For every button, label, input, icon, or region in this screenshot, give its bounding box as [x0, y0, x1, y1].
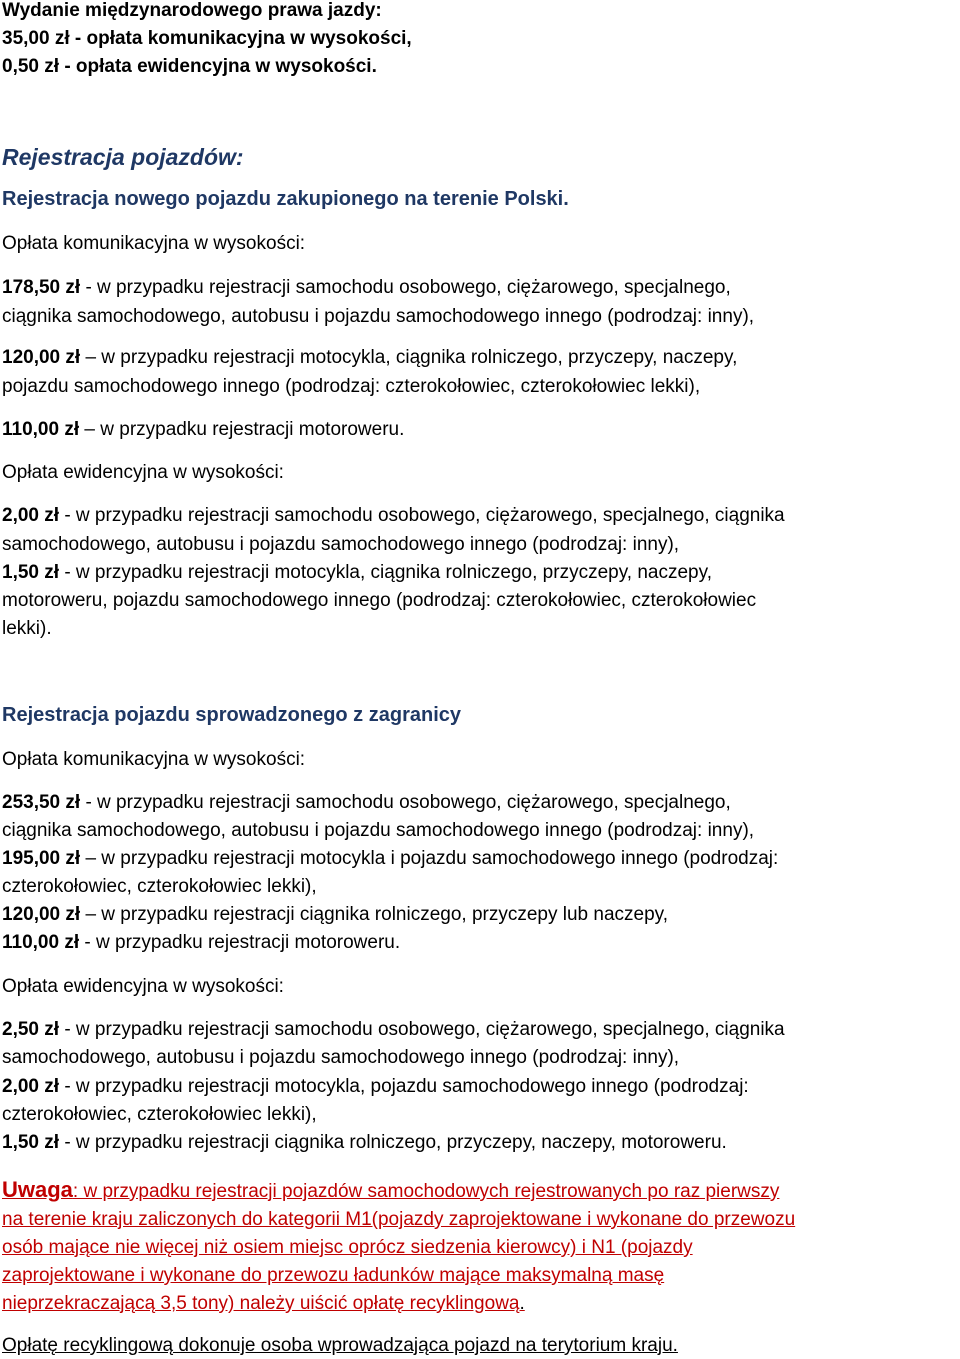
- fee-text: - w przypadku rejestracji samochodu osobowego, ciężarowego, specjalnego,: [80, 277, 731, 298]
- fee-amount: 1,50 zł: [2, 562, 60, 583]
- fee-text: - w przypadku rejestracji samochodu osobowego, ciężarowego, specjalnego, ciągnika: [59, 505, 785, 526]
- intl-permit-title: Wydanie międzynarodowego prawa jazdy:: [2, 0, 382, 21]
- new-evid-2-line-1: [2, 562, 712, 586]
- imp-comm-3-line-1: [2, 904, 668, 928]
- fee-amount: 195,00 zł: [2, 848, 81, 869]
- fee-text: - w przypadku rejestracji samochodu osobowego, ciężarowego, specjalnego,: [80, 792, 731, 813]
- fee-amount: 2,50 zł: [2, 1019, 60, 1040]
- imp-comm-4-line-1: [2, 932, 400, 956]
- fee-amount: 110,00 zł: [2, 419, 80, 440]
- intl-permit-line-2: 0,50 zł - opłata ewidencyjna w wysokości.: [2, 56, 377, 77]
- new-evid-1-line-2: samochodowego, autobusu i pojazdu samochodowego innego (podrodzaj: inny),: [2, 534, 680, 555]
- recycling-note: Opłatę recyklingową dokonuje osoba wprowadzająca pojazd na terytorium kraju.: [2, 1335, 678, 1356]
- warning-line-2: na terenie kraju zaliczonych do kategorii M1(pojazdy zaprojektowane i wykonane do przewozu: [2, 1209, 796, 1230]
- imp-comm-label: Opłata komunikacyjna w wysokości:: [2, 749, 306, 770]
- warning-line-5: [2, 1293, 525, 1317]
- fee-text: - w przypadku rejestracji ciągnika rolniczego, przyczepy, naczepy, motoroweru.: [59, 1132, 727, 1153]
- fee-amount: 253,50 zł: [2, 792, 81, 813]
- warning-period: .: [519, 1293, 525, 1314]
- imp-evid-3-line-1: [2, 1132, 727, 1156]
- imp-comm-1-line-2: ciągnika samochodowego, autobusu i pojazdu samochodowego innego (podrodzaj: inny),: [2, 820, 755, 841]
- imp-evid-label: Opłata ewidencyjna w wysokości:: [2, 976, 284, 997]
- imp-comm-2-line-1: [2, 848, 778, 872]
- fee-text: - w przypadku rejestracji motocykla, ciągnika rolniczego, przyczepy, naczepy,: [59, 562, 712, 583]
- imp-evid-1-line-1: [2, 1019, 785, 1043]
- new-vehicle-subtitle: Rejestracja nowego pojazdu zakupionego na terenie Polski.: [2, 188, 569, 210]
- fee-text: – w przypadku rejestracji motocykla, ciągnika rolniczego, przyczepy, naczepy,: [80, 347, 738, 368]
- imp-comm-1-line-1: [2, 792, 731, 816]
- new-comm-1-line-1: [2, 277, 731, 301]
- fee-amount: 2,00 zł: [2, 505, 60, 526]
- fee-text: – w przypadku rejestracji motocykla i pojazdu samochodowego innego (podrodzaj:: [80, 848, 779, 869]
- imported-vehicle-subtitle: Rejestracja pojazdu sprowadzonego z zagranicy: [2, 704, 462, 726]
- new-evid-2-line-2: motoroweru, pojazdu samochodowego innego (podrodzaj: czterokołowiec, czterokołowiec: [2, 590, 757, 611]
- fee-text: - w przypadku rejestracji motoroweru.: [79, 932, 401, 953]
- warning-line-1: [2, 1177, 779, 1205]
- fee-amount: 1,50 zł: [2, 1132, 60, 1153]
- intl-permit-line-1: 35,00 zł - opłata komunikacyjna w wysokości,: [2, 28, 412, 49]
- fee-amount: 178,50 zł: [2, 277, 81, 298]
- fee-text: - w przypadku rejestracji motocykla, pojazdu samochodowego innego (podrodzaj:: [59, 1076, 749, 1097]
- warning-label: Uwaga: [2, 1177, 73, 1202]
- new-comm-label: Opłata komunikacyjna w wysokości:: [2, 233, 306, 254]
- imp-comm-2-line-2: czterokołowiec, czterokołowiec lekki),: [2, 876, 317, 897]
- imp-evid-1-line-2: samochodowego, autobusu i pojazdu samochodowego innego (podrodzaj: inny),: [2, 1047, 680, 1068]
- warning-line-3: osób mające nie więcej niż osiem miejsc oprócz siedzenia kierowcy) i N1 (pojazdy: [2, 1237, 693, 1258]
- new-comm-2-line-2: pojazdu samochodowego innego (podrodzaj: czterokołowiec, czterokołowiec lekki),: [2, 376, 701, 397]
- new-comm-1-line-2: ciągnika samochodowego, autobusu i pojazdu samochodowego innego (podrodzaj: inny),: [2, 306, 755, 327]
- new-comm-3-line-1: [2, 419, 404, 443]
- fee-amount: 120,00 zł: [2, 904, 81, 925]
- fee-amount: 2,00 zł: [2, 1076, 60, 1097]
- fee-text: – w przypadku rejestracji motoroweru.: [79, 419, 405, 440]
- warning-line-4: zaprojektowane i wykonane do przewozu ładunków mające maksymalną masę: [2, 1265, 665, 1286]
- warning-text: nieprzekraczającą 3,5 tony) należy uiścić opłatę recyklingową: [2, 1293, 520, 1314]
- fee-text: – w przypadku rejestracji ciągnika rolniczego, przyczepy lub naczepy,: [80, 904, 669, 925]
- fee-text: - w przypadku rejestracji samochodu osobowego, ciężarowego, specjalnego, ciągnika: [59, 1019, 785, 1040]
- imp-evid-2-line-1: [2, 1076, 749, 1100]
- new-comm-2-line-1: [2, 347, 737, 371]
- warning-text: : w przypadku rejestracji pojazdów samochodowych rejestrowanych po raz pierwszy: [72, 1181, 780, 1202]
- new-evid-2-line-3: lekki).: [2, 618, 52, 639]
- fee-amount: 120,00 zł: [2, 347, 81, 368]
- imp-evid-2-line-2: czterokołowiec, czterokołowiec lekki),: [2, 1104, 317, 1125]
- registration-title: Rejestracja pojazdów:: [2, 144, 244, 170]
- new-evid-1-line-1: [2, 505, 785, 529]
- new-evid-label: Opłata ewidencyjna w wysokości:: [2, 462, 284, 483]
- fee-amount: 110,00 zł: [2, 932, 80, 953]
